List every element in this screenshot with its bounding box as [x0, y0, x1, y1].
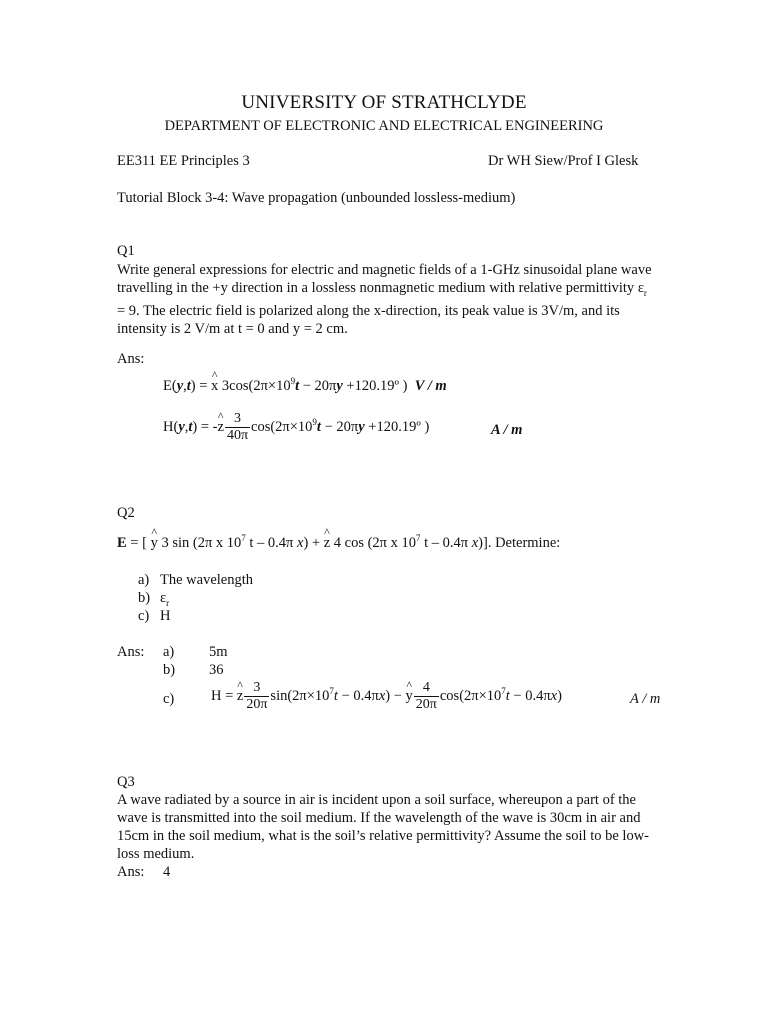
q2-ans-c-label: c)	[163, 691, 175, 707]
q3-answer: 4	[163, 864, 171, 880]
q3-label: Q3	[117, 774, 135, 790]
q2-subquestions	[138, 571, 253, 625]
q2-e-field-equation: E = [ ^ y 3 sin (2π x $10^7$ t – 0.4π x) + ^ z 4 cos (2π x $10^7$ t – 0.4π x)]. Determine:	[117, 534, 560, 552]
tutorial-title: Tutorial Block 3-4: Wave propagation (unbounded lossless-medium)	[117, 190, 516, 206]
q2-ans-b-label: b)	[163, 662, 176, 678]
q2-ans-label: Ans:	[117, 644, 145, 660]
list-item: b) $\varepsilon_r$	[138, 590, 170, 608]
q1-e-field-equation: E(y,t) = ^ x $3\cos(2\pi\times 10^9t - 20\pi y$ +120.19º ) V / m	[163, 377, 447, 395]
q1-label: Q1	[117, 243, 135, 259]
q2-h-field-equation: H = ^ z $\frac{3}{20\pi}$ $\sin(2\pi\times 10^7t - 0.4\pi x)$ − ^ y $\frac{4}{20\pi}$ $\cos(2\pi\times 10^7t - 0.4\pi x)$	[211, 680, 562, 713]
q2-label: Q2	[117, 505, 135, 521]
q3-text: A wave radiated by a source in air is incident upon a soil surface, whereupon a part of the wave is transmitted into the soil medium. If the wavelength of the wave is 30cm in air and 15cm in the soil medium, what is the soil’s relative permittivity? Assume the soil to be low-loss medium.	[117, 792, 649, 862]
q1-h-units: A / m	[491, 422, 523, 438]
q2-ans-b-value: 36	[209, 662, 224, 678]
q3-ans-label: Ans:	[117, 864, 145, 880]
lecturer-names: Dr WH Siew/Prof I Glesk	[488, 153, 639, 169]
department-title: DEPARTMENT OF ELECTRONIC AND ELECTRICAL ENGINEERING	[164, 118, 604, 134]
q1-h-field-equation: H(y,t) = -^ z $\frac{3}{40\pi}$ $\cos(2\pi\times 10^9t - 20\pi y$ +120.19º )	[163, 411, 429, 444]
q1-text: Write general expressions for electric and magnetic fields of a 1-GHz sinusoidal plane wave travelling in the +y direction in a lossless nonmagnetic medium with relative permittivity $\varepsilon_r = 9$. The electric field is polarized along the x-direction, its peak value is 3V/m, and its intensity is 2 V/m at t = 0 and y = 2 cm.	[117, 262, 652, 337]
list-item: c) H	[138, 608, 171, 624]
list-item: a) The wavelength	[138, 572, 254, 588]
university-title: UNIVERSITY OF STRATHCLYDE	[241, 92, 527, 113]
course-code: EE311 EE Principles 3	[117, 153, 250, 169]
q1-ans-label: Ans:	[117, 351, 145, 367]
q2-ans-a-label: a)	[163, 644, 175, 660]
q2-ans-a-value: 5m	[209, 644, 228, 660]
q2-h-units: A / m	[630, 691, 661, 707]
